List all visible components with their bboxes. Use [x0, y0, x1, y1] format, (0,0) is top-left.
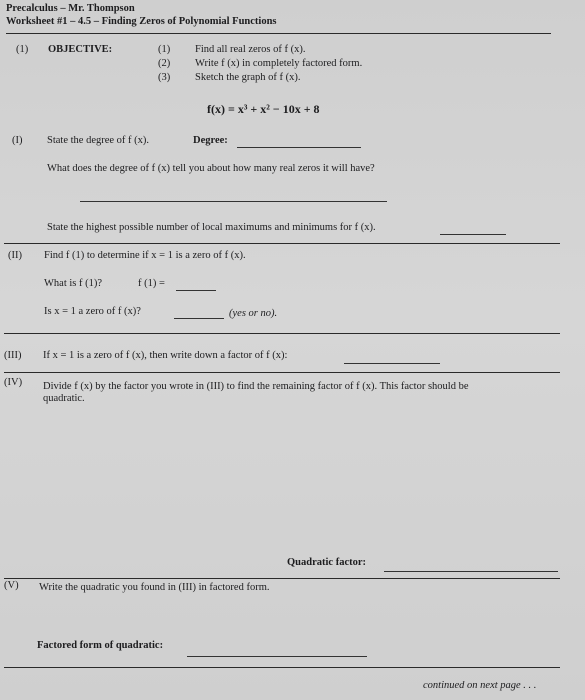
factored-form-blank[interactable] [187, 656, 367, 657]
section-rule [4, 372, 560, 373]
f1-label: f (1) = [138, 278, 165, 289]
section-III-prompt: If x = 1 is a zero of f (x), then write down a factor of f (x): [43, 350, 288, 361]
degree-label: Degree: [193, 135, 228, 146]
f1-question: What is f (1)? [44, 278, 103, 289]
section-rule [4, 667, 560, 668]
objective-item-num: (1) [158, 44, 171, 55]
section-II-number: (II) [8, 250, 22, 261]
section-IV-text-cont: quadratic. [43, 393, 85, 404]
section-V-number: (V) [4, 580, 19, 591]
extrema-answer-blank[interactable] [440, 234, 506, 235]
degree-question: What does the degree of f (x) tell you about how many real zeros it will have? [47, 163, 375, 174]
degree-answer-blank[interactable] [237, 147, 361, 148]
section-IV-text: Divide f (x) by the factor you wrote in (III) to find the remaining factor of f (x). This factor should be [43, 381, 469, 392]
section-rule [4, 333, 560, 334]
section-I-prompt: State the degree of f (x). [47, 135, 150, 146]
extrema-question: State the highest possible number of local maximums and minimums for f (x). [47, 222, 376, 233]
header-rule [6, 33, 551, 34]
section-I-number: (I) [12, 135, 23, 146]
section-IV-number: (IV) [4, 377, 23, 388]
objective-item-text: Write f (x) in completely factored form. [195, 58, 363, 69]
function-equation: f(x) = x³ + x² − 10x + 8 [207, 102, 320, 116]
yes-no-hint: (yes or no). [229, 308, 278, 319]
objective-item-num: (2) [158, 58, 171, 69]
worksheet-title: Worksheet #1 – 4.5 – Finding Zeros of Polynomial Functions [6, 16, 277, 27]
objective-item-text: Find all real zeros of f (x). [195, 44, 306, 55]
continued-note: continued on next page . . . [423, 680, 537, 691]
is-zero-question: Is x = 1 a zero of f (x)? [44, 306, 141, 317]
objective-item-text: Sketch the graph of f (x). [195, 72, 301, 83]
section-rule [4, 578, 560, 579]
quadratic-factor-label: Quadratic factor: [287, 557, 367, 568]
objective-item-num: (3) [158, 72, 171, 83]
f1-answer-blank[interactable] [176, 290, 216, 291]
section-III-number: (III) [4, 350, 22, 361]
factored-form-label: Factored form of quadratic: [37, 640, 164, 651]
section-V-prompt: Write the quadratic you found in (III) in factored form. [39, 582, 270, 593]
objective-label: OBJECTIVE: [48, 44, 113, 55]
section-II-prompt: Find f (1) to determine if x = 1 is a zero of f (x). [44, 250, 246, 261]
section-rule [4, 243, 560, 244]
factor-answer-blank[interactable] [344, 363, 440, 364]
zeros-answer-blank[interactable] [80, 201, 387, 202]
course-title: Precalculus – Mr. Thompson [6, 3, 135, 14]
quadratic-factor-blank[interactable] [384, 571, 558, 572]
is-zero-answer-blank[interactable] [174, 318, 224, 319]
objective-number: (1) [16, 44, 29, 55]
